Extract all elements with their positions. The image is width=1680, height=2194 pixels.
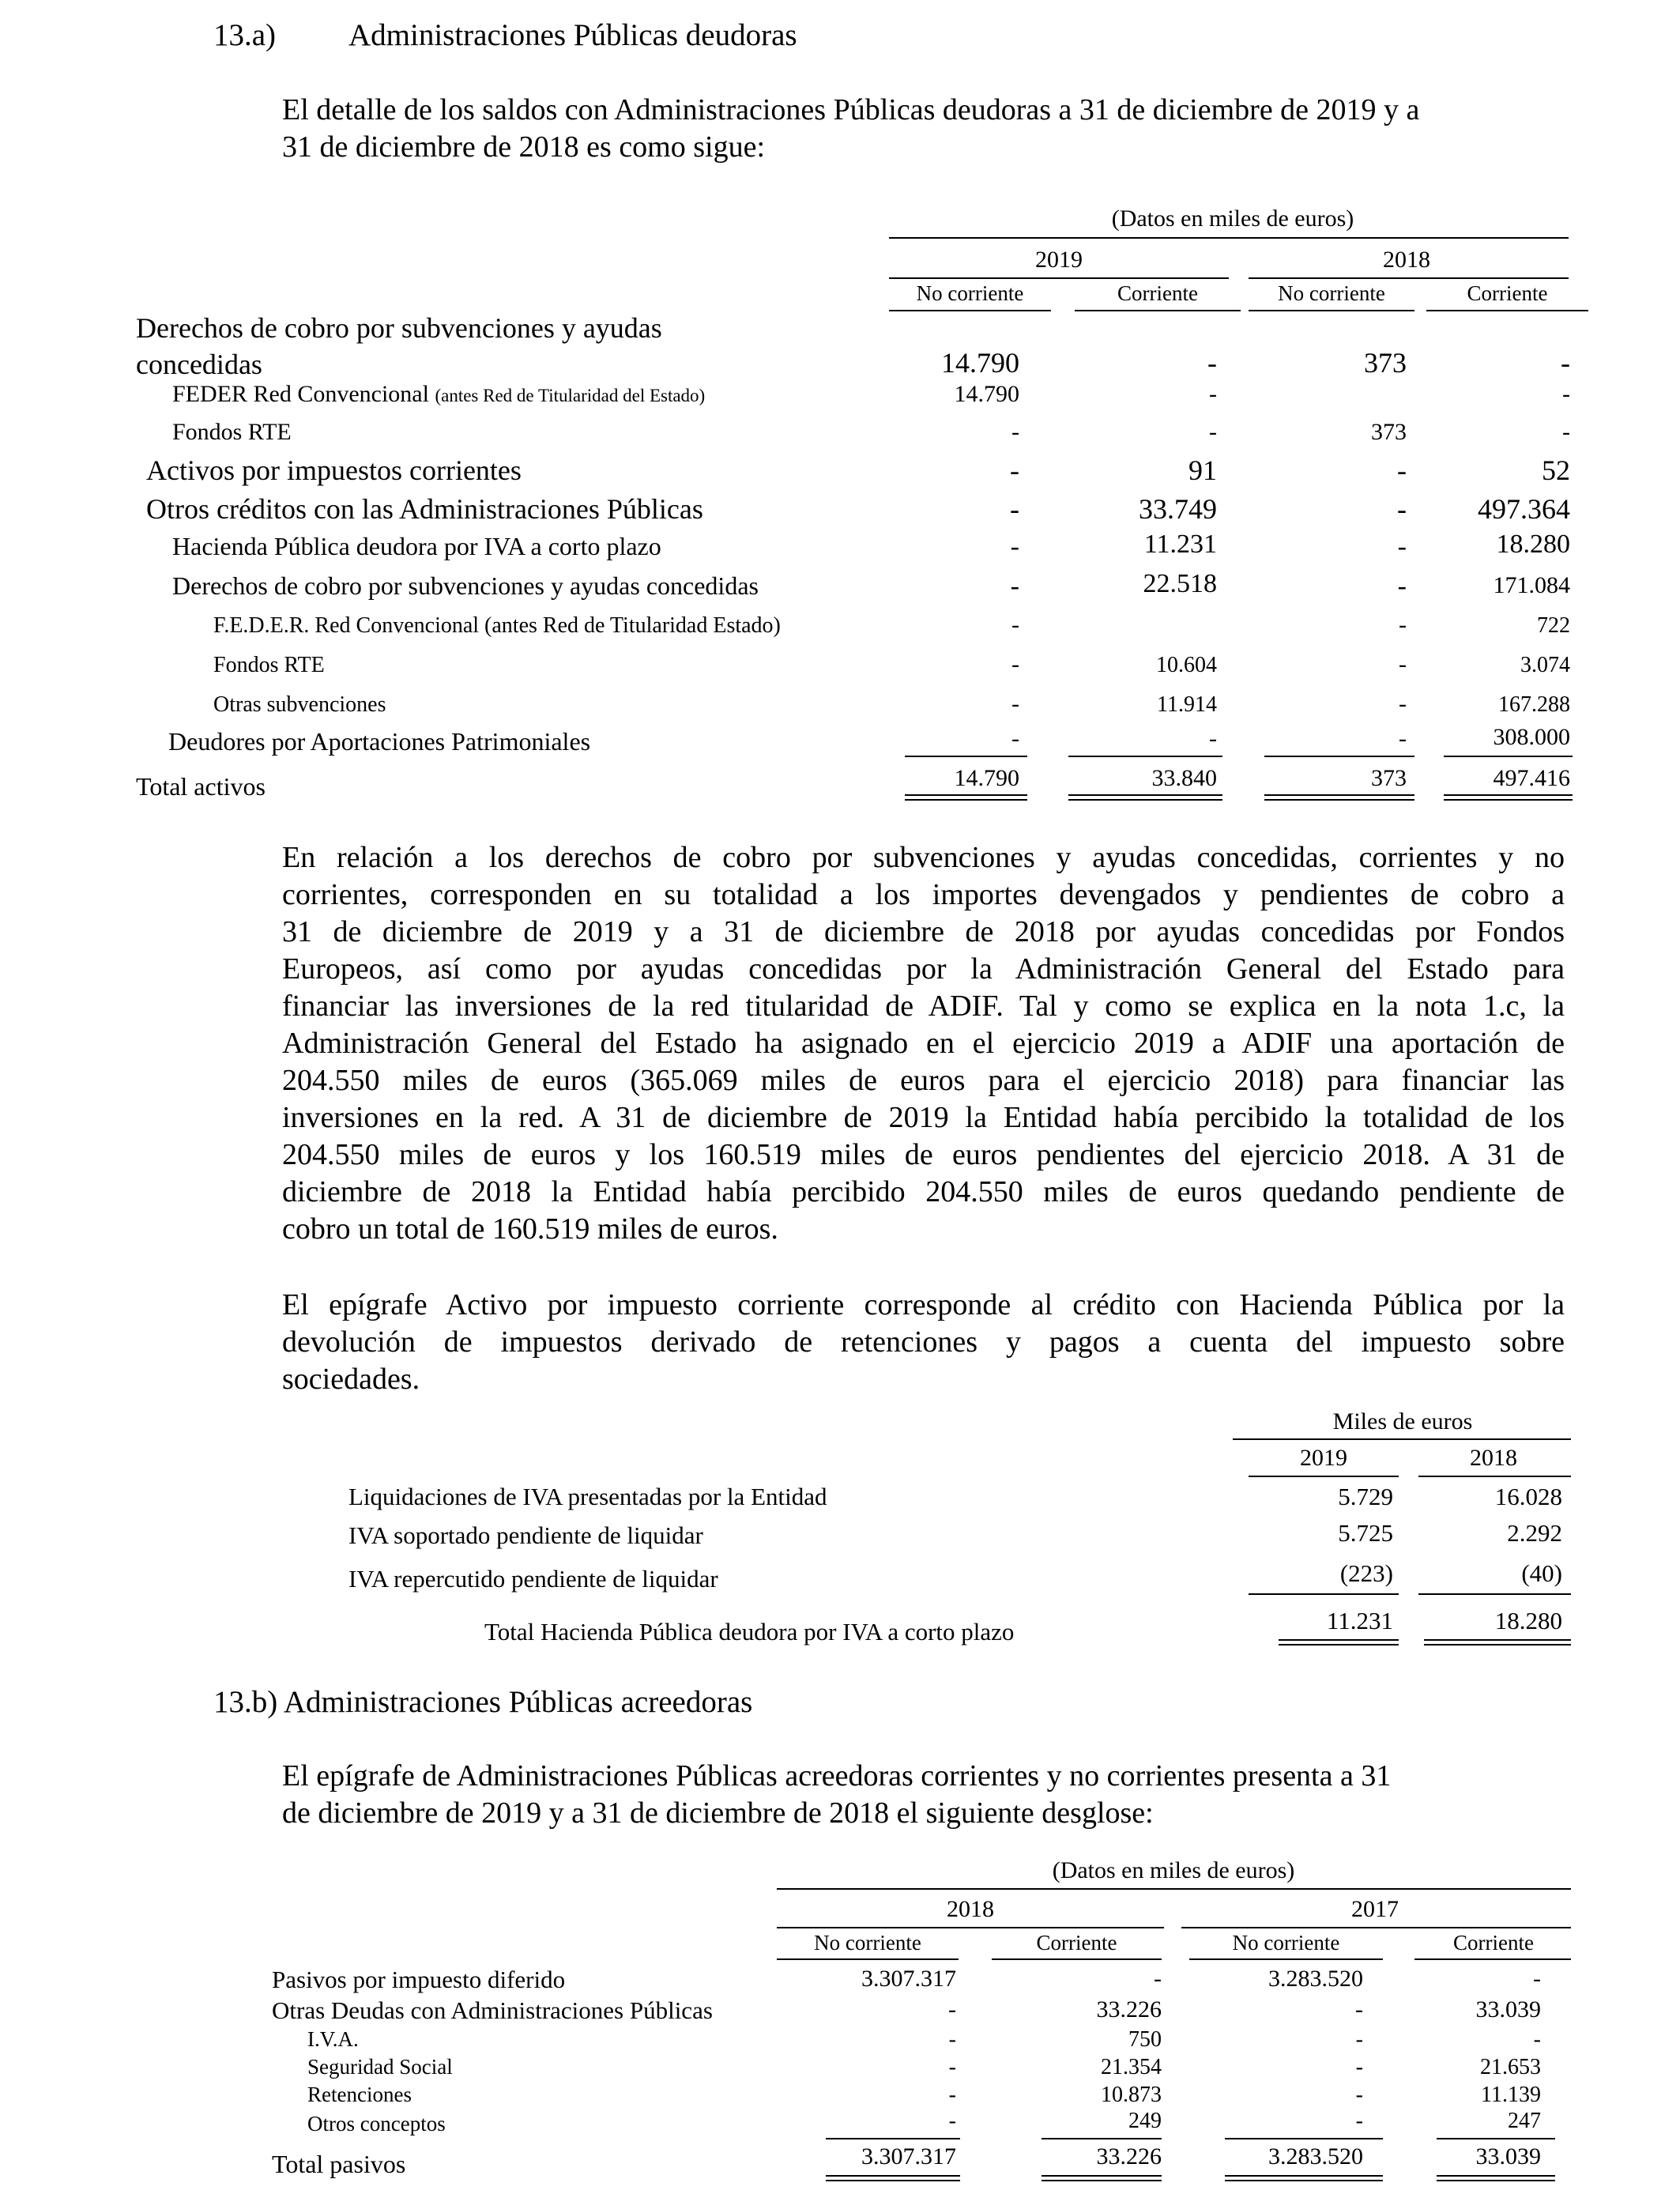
table1-cell: 171.084	[1493, 572, 1570, 598]
table3-year-2017: 2017	[1351, 1896, 1399, 1922]
section-a-intro-line-1: El detalle de los saldos con Administraciones Públicas deudoras a 31 de diciembre de 2019 y a	[282, 93, 1420, 126]
table2-year-2019: 2019	[1300, 1445, 1347, 1471]
table1-cell: -	[1011, 651, 1019, 677]
table1-cell: -	[1207, 347, 1217, 379]
table3-col-c-2: Corriente	[1453, 1931, 1534, 1955]
paragraph-line: diciembre de 2018 la Entidad había percibido 204.550 miles de euros quedando pendiente de	[282, 1175, 1565, 1208]
table3-total-cell: 33.039	[1475, 2143, 1541, 2169]
table1-rule-sub-4	[1426, 310, 1588, 311]
table1-cell: -	[1010, 571, 1019, 601]
table1-cell: 52	[1542, 454, 1570, 486]
table3-cell: -	[948, 2083, 956, 2107]
table1-cell: 497.364	[1478, 493, 1570, 525]
table2-total-rule	[1424, 1639, 1571, 1646]
paragraph-line: inversiones en la red. A 31 de diciembre de 2019 la Entidad había percibido la totalidad de los	[282, 1101, 1565, 1134]
table2-cell: 5.725	[1338, 1519, 1393, 1547]
table3-row-label: Pasivos por impuesto diferido	[272, 1966, 566, 1993]
table1-total-rule	[905, 794, 1027, 801]
table1-cell: 33.749	[1139, 493, 1217, 525]
paragraph-line: 204.550 miles de euros y los 160.519 miles de euros pendientes del ejercicio 2018. A 31 de	[282, 1138, 1565, 1171]
table2-row-label: IVA repercutido pendiente de liquidar	[348, 1565, 718, 1593]
table1-rule-year1	[889, 277, 1229, 279]
table1-col-nc-2: No corriente	[1278, 281, 1385, 305]
paragraph-activo-impuesto	[282, 1287, 1565, 1398]
table1-row-label: Otras subvenciones	[213, 692, 386, 717]
table3-rule-sub	[1189, 1958, 1383, 1960]
table1-cell: -	[1010, 454, 1019, 486]
table1-total-cell: 497.416	[1493, 765, 1570, 791]
table1-unit: (Datos en miles de euros)	[1111, 205, 1354, 232]
table1-subtotal-rule	[1068, 756, 1222, 757]
table1-cell: 373	[1371, 419, 1407, 445]
table1-row-label: Derechos de cobro por subvenciones y ayudas	[136, 312, 662, 344]
table3-cell: 33.039	[1475, 1996, 1541, 2022]
table3-cell: 33.226	[1096, 1996, 1162, 2022]
table3-unit: (Datos en miles de euros)	[1052, 1857, 1295, 1883]
table3-subtotal-rule	[826, 2138, 960, 2139]
table1-row-label	[172, 381, 705, 408]
table3-cell: 3.283.520	[1268, 1966, 1363, 1992]
table3-cell: -	[948, 2109, 956, 2133]
section-b-intro-line-1: El epígrafe de Administraciones Públicas acreedoras corrientes y no corrientes presenta a 31	[282, 1759, 1392, 1793]
table3-rule-sub	[1414, 1958, 1571, 1960]
paragraph-line: El epígrafe Activo por impuesto corriente corresponde al crédito con Hacienda Pública por la	[282, 1288, 1565, 1321]
table3-subtotal-rule	[1225, 2138, 1383, 2139]
section-a-intro-line-2: 31 de diciembre de 2018 es como sigue:	[282, 130, 766, 164]
table1-cell: 3.074	[1520, 653, 1570, 677]
table3-rule-sub	[777, 1958, 959, 1960]
table3-rule-year	[1181, 1927, 1571, 1928]
table3-row-label: Retenciones	[307, 2083, 412, 2106]
paragraph-line: sociedades.	[282, 1363, 420, 1396]
table1-total-rule	[1264, 794, 1414, 801]
table3-total-cell: 3.307.317	[861, 2143, 956, 2169]
table3-cell: -	[1355, 2027, 1363, 2052]
table1-subtotal-rule	[1444, 756, 1573, 757]
paragraph-line: financiar las inversiones de la red titularidad de ADIF. Tal y como se explica en la nota 1.c, la	[282, 990, 1565, 1023]
paragraph-line: 204.550 miles de euros (365.069 miles de euros para el ejercicio 2018) para financiar las	[282, 1064, 1565, 1097]
table1-row-label-text: FEDER Red Convencional	[172, 381, 429, 407]
table1-cell: -	[1562, 381, 1570, 407]
table1-cell: -	[1011, 419, 1019, 445]
table3-row-label: Seguridad Social	[307, 2055, 453, 2079]
table1-col-c-1: Corriente	[1117, 281, 1198, 305]
table3-total-rule	[826, 2175, 960, 2181]
table3-total-rule	[1225, 2175, 1383, 2181]
table3-total-rule	[1042, 2175, 1162, 2181]
table1-row-label: Otros créditos con las Administraciones Públicas	[146, 493, 703, 525]
table3-subtotal-rule	[1437, 2138, 1555, 2139]
table3-cell: 3.307.317	[861, 1966, 956, 1992]
table1-cell: -	[1010, 532, 1019, 561]
table1-cell: -	[1209, 726, 1217, 752]
table1-cell: -	[1399, 691, 1407, 717]
section-b-intro-line-2: de diciembre de 2019 y a 31 de diciembre de 2018 el siguiente desglose:	[282, 1796, 1154, 1830]
paragraph-line: 31 de diciembre de 2019 y a 31 de diciembre de 2018 por ayudas concedidas por Fondos	[282, 915, 1565, 948]
table1-row-label-cont: concedidas	[136, 349, 262, 380]
table1-cell: -	[1397, 493, 1407, 525]
table2-cell: (223)	[1339, 1559, 1393, 1587]
table2-total-label: Total Hacienda Pública deudora por IVA a corto plazo	[484, 1618, 1015, 1646]
table1-cell: -	[1399, 726, 1407, 752]
section-a-title: Administraciones Públicas deudoras	[348, 18, 797, 52]
table3-cell: 11.139	[1481, 2083, 1541, 2107]
table1-cell: -	[1209, 419, 1217, 445]
table1-year-2018: 2018	[1383, 247, 1430, 273]
table2-unit: Miles de euros	[1332, 1408, 1473, 1434]
table1-cell: -	[1011, 612, 1019, 638]
table3-cell: 249	[1128, 2109, 1162, 2133]
table3-row-label: Otros conceptos	[307, 2112, 446, 2136]
table1-cell: 308.000	[1493, 724, 1570, 750]
table1-row-label: F.E.D.E.R. Red Convencional (antes Red de Titularidad Estado)	[213, 613, 781, 638]
table1-row-note: (antes Red de Titularidad del Estado)	[435, 386, 706, 405]
table3-total-rule	[1437, 2175, 1555, 2181]
table1-rule-sub-2	[1075, 310, 1241, 311]
table2-total-cell: 11.231	[1326, 1607, 1393, 1634]
table3-cell: -	[948, 2055, 956, 2079]
table3-total-label: Total pasivos	[272, 2150, 406, 2178]
table3-year-2018: 2018	[947, 1896, 994, 1922]
section-b-title: 13.b) Administraciones Públicas acreedoras	[213, 1685, 753, 1719]
table3-col-nc-1: No corriente	[814, 1931, 921, 1955]
table3-cell: -	[1355, 2109, 1363, 2133]
table2-total-cell: 18.280	[1494, 1607, 1562, 1634]
table1-rule-sub-1	[889, 310, 1051, 311]
table1-cell: 18.280	[1496, 530, 1570, 559]
table2-rule-year	[1418, 1476, 1571, 1477]
table2-cell: (40)	[1521, 1559, 1562, 1587]
paragraph-line: cobro un total de 160.519 miles de euros.	[282, 1212, 778, 1246]
table2-rule-year	[1249, 1476, 1399, 1477]
table3-col-nc-2: No corriente	[1232, 1931, 1340, 1955]
table1-cell: 14.790	[941, 347, 1019, 379]
table1-row-label: Fondos RTE	[172, 419, 292, 445]
table1-row-label: Deudores por Aportaciones Patrimoniales	[168, 727, 591, 756]
table1-row-label: Hacienda Pública deudora por IVA a corto plazo	[172, 532, 661, 560]
table1-subtotal-rule	[1264, 756, 1414, 757]
table2-cell: 5.729	[1338, 1483, 1393, 1510]
table1-total-label: Total activos	[136, 772, 266, 801]
paragraph-line: Administración General del Estado ha asignado en el ejercicio 2019 a ADIF una aportación de	[282, 1027, 1565, 1060]
table1-cell: -	[1561, 347, 1570, 379]
table1-cell: -	[1010, 493, 1019, 525]
table3-cell: 750	[1128, 2027, 1162, 2052]
table3-cell: -	[948, 1996, 956, 2022]
table1-year-2019: 2019	[1035, 247, 1083, 273]
table1-cell: -	[1011, 691, 1019, 717]
table1-cell: -	[1562, 419, 1570, 445]
table1-cell: 91	[1188, 454, 1217, 486]
table3-cell: -	[948, 2027, 956, 2052]
table3-cell: -	[1355, 2055, 1363, 2079]
table1-cell: 11.231	[1143, 530, 1217, 559]
table1-cell: 22.518	[1143, 569, 1217, 598]
table1-subtotal-rule	[905, 756, 1027, 757]
table2-cell: 16.028	[1494, 1483, 1562, 1510]
table2-row-label: IVA soportado pendiente de liquidar	[348, 1521, 703, 1549]
table3-rule-sub	[992, 1958, 1162, 1960]
paragraph-line: En relación a los derechos de cobro por subvenciones y ayudas concedidas, corrientes y no	[282, 841, 1565, 874]
paragraph-derechos-cobro	[282, 839, 1565, 1248]
table1-total-rule	[1444, 794, 1573, 801]
table1-cell: 167.288	[1498, 692, 1570, 717]
table1-cell: -	[1399, 612, 1407, 638]
table3-cell: -	[1154, 1966, 1162, 1992]
table3-subtotal-rule	[1042, 2138, 1162, 2139]
table3-col-c-1: Corriente	[1036, 1931, 1117, 1955]
table2-subtotal-rule	[1249, 1593, 1399, 1595]
table2-cell: 2.292	[1507, 1519, 1562, 1547]
table1-rule-top	[889, 237, 1569, 239]
table3-cell: -	[1533, 2027, 1541, 2052]
table1-total-cell: 33.840	[1151, 765, 1217, 791]
table1-cell: -	[1397, 571, 1407, 601]
table2-total-rule	[1279, 1639, 1399, 1646]
table1-row-label: Activos por impuestos corrientes	[146, 454, 522, 486]
table2-rule-top	[1233, 1438, 1571, 1440]
table2-row-label: Liquidaciones de IVA presentadas por la Entidad	[348, 1483, 827, 1510]
table1-total-cell: 373	[1371, 765, 1407, 791]
table1-cell: 10.604	[1156, 653, 1217, 677]
table3-row-label: I.V.A.	[307, 2027, 359, 2051]
table1-cell: -	[1399, 651, 1407, 677]
table1-cell: 722	[1537, 613, 1570, 638]
table1-col-nc-1: No corriente	[916, 281, 1024, 305]
table1-row-label: Derechos de cobro por subvenciones y ayudas concedidas	[172, 571, 759, 600]
table3-rule-year	[777, 1927, 1164, 1928]
table1-cell: 11.914	[1157, 692, 1217, 717]
table1-cell: 14.790	[954, 381, 1019, 407]
section-a-number: 13.a)	[213, 18, 277, 52]
table3-row-label: Otras Deudas con Administraciones Públicas	[272, 1996, 713, 2024]
table1-total-cell: 14.790	[954, 765, 1019, 791]
table3-rule-top	[777, 1888, 1571, 1890]
table1-cell: -	[1209, 381, 1217, 407]
table1-cell: -	[1011, 726, 1019, 752]
table2-year-2018: 2018	[1470, 1445, 1517, 1471]
paragraph-line: Europeos, así como por ayudas concedidas por la Administración General del Estado para	[282, 952, 1565, 986]
table3-total-cell: 33.226	[1096, 2143, 1162, 2169]
table3-total-cell: 3.283.520	[1268, 2143, 1363, 2169]
table3-cell: 21.354	[1101, 2055, 1162, 2079]
table1-row-label: Fondos RTE	[213, 653, 325, 677]
table1-col-c-2: Corriente	[1467, 281, 1548, 305]
table3-cell: 247	[1508, 2109, 1541, 2133]
table3-cell: 21.653	[1480, 2055, 1541, 2079]
table1-rule-sub-3	[1249, 310, 1414, 311]
paragraph-line: devolución de impuestos derivado de retenciones y pagos a cuenta del impuesto sobre	[282, 1325, 1565, 1359]
table2-subtotal-rule	[1418, 1593, 1571, 1595]
table3-cell: 10.873	[1101, 2083, 1162, 2107]
paragraph-line: corrientes, corresponden en su totalidad a los importes devengados y pendientes de cobro a	[282, 878, 1565, 911]
table1-cell: 373	[1364, 347, 1407, 379]
table3-cell: -	[1355, 1996, 1363, 2022]
table3-cell: -	[1355, 2083, 1363, 2107]
table1-cell: -	[1397, 532, 1407, 561]
table3-cell: -	[1533, 1966, 1541, 1992]
table1-cell: -	[1397, 454, 1407, 486]
table1-total-rule	[1068, 794, 1222, 801]
table1-rule-year2	[1249, 277, 1569, 279]
